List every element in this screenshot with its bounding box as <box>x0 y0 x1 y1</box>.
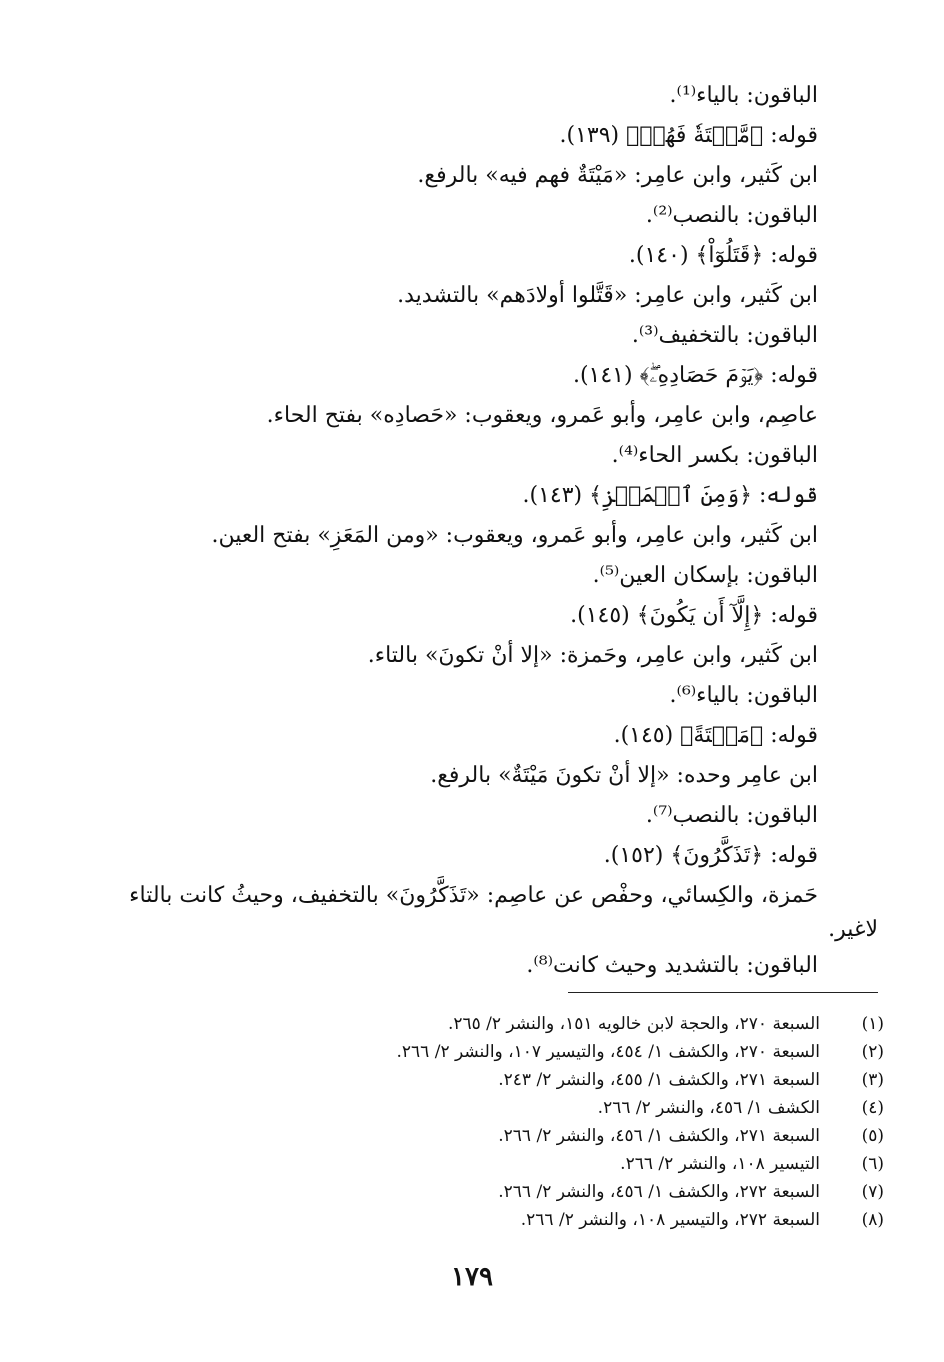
text-line: الباقون: بالتخفيف⁽³⁾. <box>631 323 818 348</box>
footnote-number: (٥) <box>861 1126 884 1146</box>
footnote-text: السبعة ٢٧١، والكشف ١/ ٤٥٦، والنشر ٢/ ٢٦٦. <box>498 1126 820 1146</box>
text-line: قوله: ﴿مَّيۡتَةٗ فَهُمۡ﴾ (١٣٩). <box>559 123 818 148</box>
footnote-text: الكشف ١/ ٤٥٦، والنشر ٢/ ٢٦٦. <box>597 1098 820 1118</box>
text-line: قوله: ﴿إِلَّآ أَن يَكُونَ﴾ (١٤٥). <box>570 603 818 628</box>
text-line: الباقون: بإسكان العين⁽⁵⁾. <box>592 563 818 588</box>
footnote-text: السبعة ٢٧٢، والتيسير ١٠٨، والنشر ٢/ ٢٦٦. <box>520 1210 820 1230</box>
footnote-separator <box>568 992 878 993</box>
text-line: ابن عامِر وحده: «إلا أنْ تكونَ مَيْتَةٌ» بالرفع. <box>430 763 818 788</box>
text-line: حَمزة، والكِسائي، وحفْص عن عاصِم: «تَذَكَّرُونَ» بالتخفيف، وحيثُ كانت بالتاء <box>129 883 818 908</box>
footnote-number: (٢) <box>861 1042 884 1062</box>
text-line: عاصِم، وابن عامِر، وأبو عَمرو، ويعقوب: «حَصادِه» بفتح الحاء. <box>266 403 818 428</box>
footnote <box>620 1150 884 1178</box>
footnote-number: (٨) <box>861 1210 884 1230</box>
page-number: ١٧٩ <box>451 1262 493 1292</box>
text-line: الباقون: بالتشديد وحيث كانت⁽⁸⁾. <box>526 953 818 978</box>
footnote <box>498 1178 884 1206</box>
text-line: الباقون: بالياء⁽¹⁾. <box>669 83 818 108</box>
footnote <box>498 1066 884 1094</box>
footnote-number: (١) <box>861 1014 884 1034</box>
text-line: الباقون: بكسر الحاء⁽⁴⁾. <box>611 443 818 468</box>
text-line: ابن كَثير، وابن عامِر، وأبو عَمرو، ويعقوب: «ومن المَعَزِ» بفتح العين. <box>211 523 818 548</box>
text-line: قوله: ﴿مَيۡتَةً﴾ (١٤٥). <box>613 723 818 748</box>
text-line: الباقون: بالياء⁽⁶⁾. <box>669 683 818 708</box>
text-line: ابن كَثير، وابن عامِر، وحَمزة: «إلا أنْ تكونَ» بالتاء. <box>367 643 818 668</box>
footnote <box>521 1206 884 1234</box>
text-line: ابن كَثير، وابن عامِر: «قَتَّلوا أولادَهم» بالتشديد. <box>397 283 818 308</box>
text-line: الباقون: بالنصب⁽⁷⁾. <box>645 803 818 828</box>
footnote-number: (٣) <box>861 1070 884 1090</box>
text-line: قوله: ﴿قَتَلُوٓاْ﴾ (١٤٠). <box>628 243 818 268</box>
footnote <box>396 1038 884 1066</box>
text-line: ابن كَثير، وابن عامِر: «مَيْتَةٌ فهم فيه» بالرفع. <box>417 163 818 188</box>
footnote-text: السبعة ٢٧٠، والحجة لابن خالويه ١٥١، والنشر ٢/ ٢٦٥. <box>447 1014 820 1034</box>
text-line: الباقون: بالنصب⁽²⁾. <box>645 203 818 228</box>
footnote-number: (٤) <box>861 1098 884 1118</box>
footnote-text: التيسير ١٠٨، والنشر ٢/ ٢٦٦. <box>620 1154 820 1174</box>
footnote-text: السبعة ٢٧٢، والكشف ١/ ٤٥٦، والنشر ٢/ ٢٦٦. <box>498 1182 820 1202</box>
footnote-number: (٦) <box>861 1154 884 1174</box>
text-line: لاغير. <box>828 917 878 942</box>
text-line: قوله: ﴿يَوۡمَ حَصَادِهِۦۖ﴾ (١٤١). <box>572 363 818 388</box>
footnote-text: السبعة ٢٧١، والكشف ١/ ٤٥٥، والنشر ٢/ ٢٤٣. <box>498 1070 820 1090</box>
footnote <box>498 1122 884 1150</box>
footnote-number: (٧) <box>861 1182 884 1202</box>
footnote <box>448 1010 884 1038</box>
text-line: قوله: ﴿وَمِنَ ٱلۡمَعۡزِ﴾ (١٤٣). <box>522 483 818 508</box>
footnote-text: السبعة ٢٧٠، والكشف ١/ ٤٥٤، والتيسير ١٠٧، والنشر ٢/ ٢٦٦. <box>396 1042 820 1062</box>
footnote <box>598 1094 884 1122</box>
text-line: قوله: ﴿تَذَكَّرُونَ﴾ (١٥٢). <box>603 843 818 868</box>
